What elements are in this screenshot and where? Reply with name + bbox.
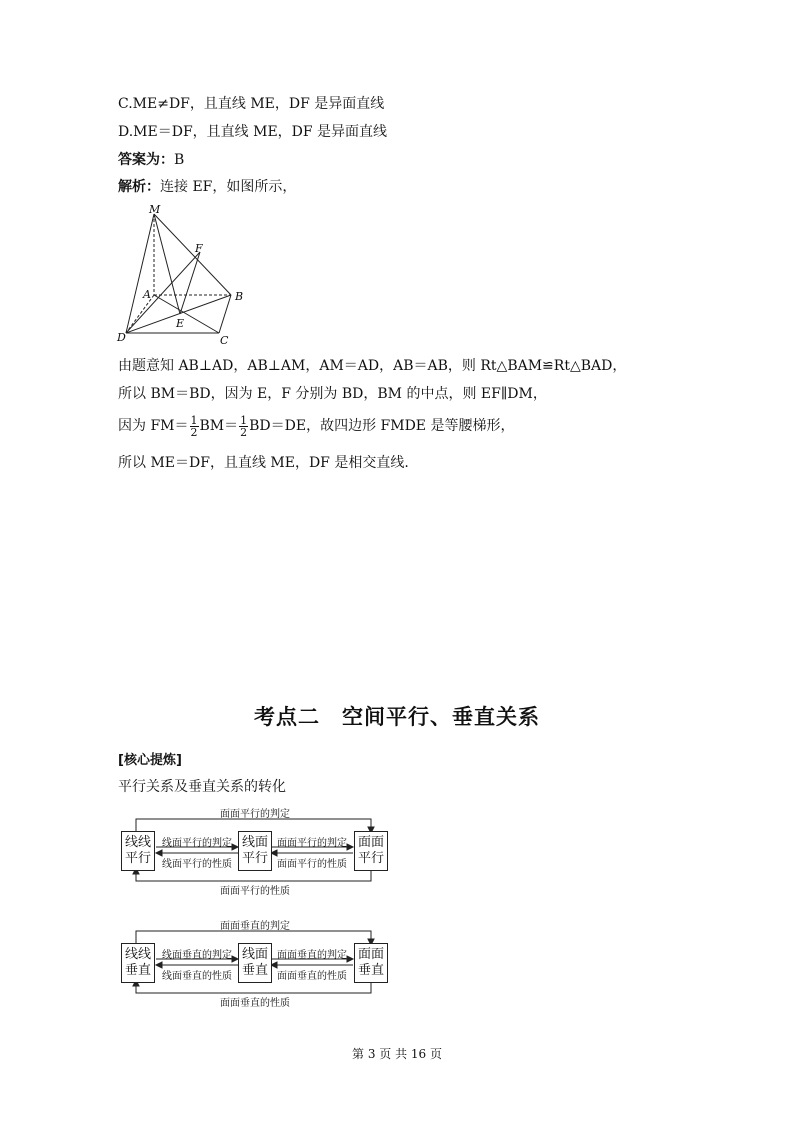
box-text: 面面	[357, 947, 384, 962]
box-text: 线线	[124, 835, 151, 850]
edge-md	[126, 214, 154, 333]
edge-fe	[180, 252, 200, 314]
fraction-half-1	[190, 415, 199, 438]
page-footer: 第 3 页 共 16 页	[352, 1047, 442, 1061]
label-a: A	[143, 288, 151, 301]
perpendicular-right-upper-label: 面面垂直的判定	[277, 950, 347, 961]
label-m: M	[149, 203, 161, 216]
solution-line-4: 所以 ME＝DF，且直线 ME，DF 是相交直线.	[118, 455, 409, 471]
label-b: B	[235, 290, 244, 303]
solution-line-2: 所以 BM＝BD，因为 E，F 分别为 BD，BM 的中点，则 EF∥DM，	[118, 386, 547, 402]
section-tag: [核心提炼]	[118, 753, 182, 768]
section-subtitle: 平行关系及垂直关系的转化	[118, 779, 286, 795]
answer-value: B	[174, 152, 185, 168]
edge-me	[154, 214, 180, 314]
box-line-plane-perpendicular	[238, 943, 272, 983]
perpendicular-right-lower-label: 面面垂直的性质	[277, 971, 347, 982]
box-text: 面面	[357, 835, 384, 850]
parallel-top-label: 面面平行的判定	[220, 809, 290, 820]
label-e: E	[176, 317, 185, 330]
box-text: 垂直	[124, 963, 151, 978]
analysis-line	[118, 178, 296, 196]
parallel-right-upper-label: 面面平行的判定	[277, 838, 347, 849]
box-text: 线面	[241, 835, 268, 850]
perpendicular-diagram	[118, 915, 392, 1007]
fraction-half-2	[239, 415, 248, 438]
parallel-left-upper-label: 线面平行的判定	[162, 838, 232, 849]
solution-line-3-a: 因为 FM＝	[118, 418, 189, 434]
box-line-line-parallel	[121, 831, 155, 871]
label-c: C	[220, 334, 229, 347]
box-line-plane-parallel	[238, 831, 272, 871]
solution-line-3-c: BD＝DE，故四边形 FMDE 是等腰梯形，	[249, 418, 515, 434]
perpendicular-left-upper-label: 线面垂直的判定	[162, 950, 232, 961]
box-plane-plane-parallel	[354, 831, 388, 871]
box-text: 线面	[241, 947, 268, 962]
frac-den: 2	[240, 425, 248, 439]
option-c: C.ME≠DF，且直线 ME，DF 是异面直线	[118, 96, 385, 112]
parallel-left-lower-label: 线面平行的性质	[162, 859, 232, 870]
frac-den: 2	[190, 425, 198, 439]
label-d: D	[117, 331, 126, 344]
box-text: 垂直	[357, 963, 384, 978]
perpendicular-bottom-label: 面面垂直的性质	[220, 998, 290, 1009]
box-text: 线线	[124, 947, 151, 962]
option-d: D.ME＝DF，且直线 ME，DF 是异面直线	[118, 124, 388, 140]
parallel-bottom-label: 面面平行的性质	[220, 886, 290, 897]
box-text: 平行	[357, 851, 384, 866]
parallel-right-lower-label: 面面平行的性质	[277, 859, 347, 870]
solution-line-1: 由题意知 AB⊥AD，AB⊥AM，AM＝AD，AB＝AB，则 Rt△BAM≌Rt△BAD，	[118, 358, 627, 374]
perpendicular-left-lower-label: 线面垂直的性质	[162, 971, 232, 982]
box-plane-plane-perpendicular	[354, 943, 388, 983]
answer-line	[118, 151, 184, 169]
box-text: 平行	[241, 851, 268, 866]
box-text: 平行	[124, 851, 151, 866]
geometry-figure	[112, 200, 262, 348]
answer-label: 答案为：	[118, 152, 174, 168]
perpendicular-top-label: 面面垂直的判定	[220, 921, 290, 932]
solution-line-3-b: BM＝	[199, 418, 239, 434]
solution-line-3	[118, 413, 514, 439]
box-text: 垂直	[241, 963, 268, 978]
edge-mb	[154, 214, 231, 295]
frac-num: 1	[240, 413, 248, 427]
edge-cb	[219, 295, 231, 333]
analysis-label: 解析：	[118, 179, 160, 195]
frac-num: 1	[190, 413, 198, 427]
label-f: F	[195, 242, 203, 255]
parallel-diagram	[118, 803, 392, 895]
box-line-line-perpendicular	[121, 943, 155, 983]
section-title: 考点二 空间平行、垂直关系	[254, 705, 540, 729]
edge-df	[126, 252, 200, 333]
edge-ac	[154, 295, 219, 333]
analysis-intro: 连接 EF，如图所示，	[160, 179, 297, 195]
